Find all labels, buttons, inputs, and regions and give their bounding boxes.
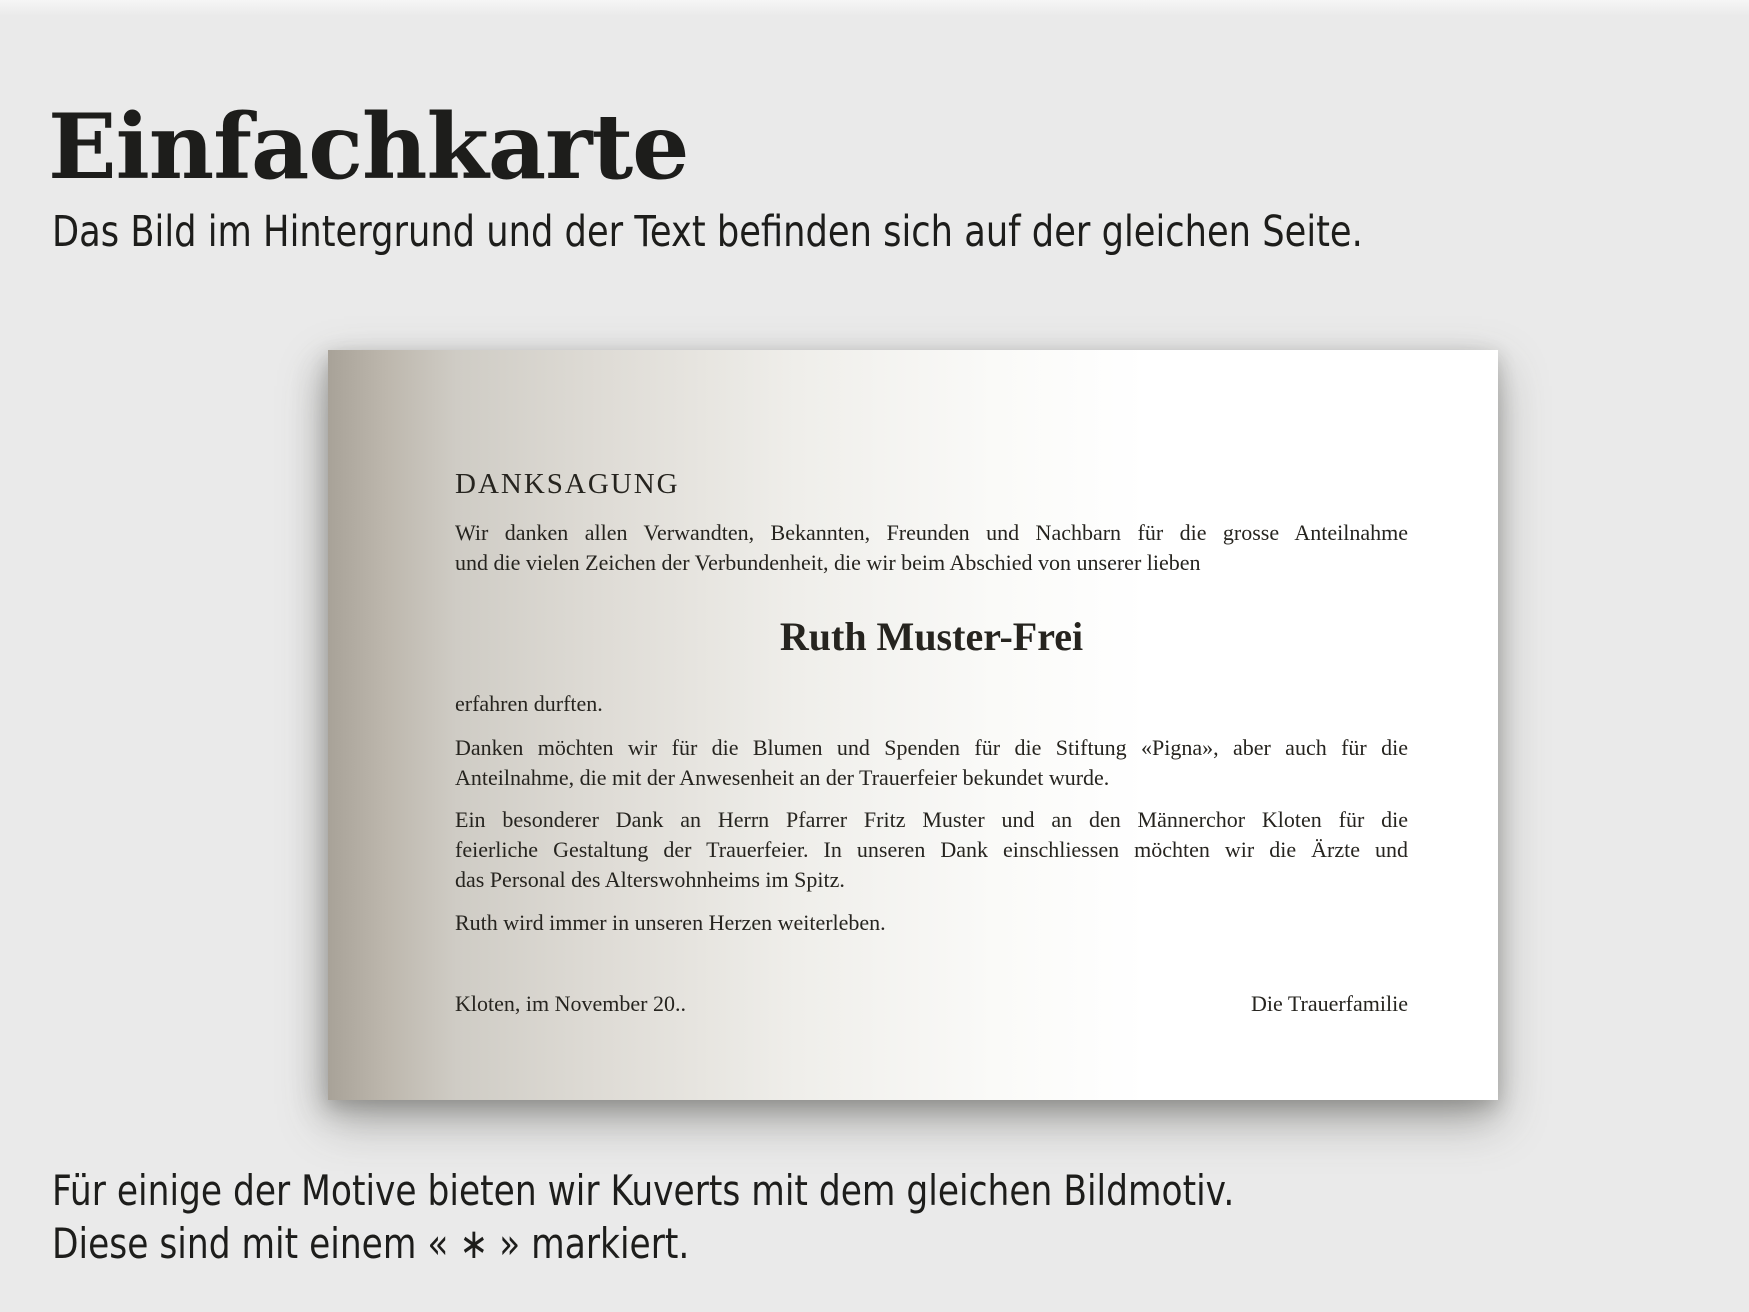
- card-thanks-paragraph: [455, 805, 1408, 895]
- card-intro-paragraph: [455, 518, 1408, 578]
- card-text-area: [455, 350, 1408, 1100]
- card-heading: DANKSAGUNG: [455, 468, 680, 500]
- paragraph-line: Ein besonderer Dank an Herrn Pfarrer Fritz Muster und an den Männerchor Kloten für die: [455, 807, 1408, 832]
- sample-card: [328, 350, 1498, 1100]
- card-bottom-row: [455, 989, 1408, 1019]
- paragraph-line: Wir danken allen Verwandten, Bekannten, Freunden und Nachbarn für die grosse Anteilnahme: [455, 520, 1408, 545]
- paragraph-line: Danken möchten wir für die Blumen und Spenden für die Stiftung «Pigna», aber auch für die: [455, 735, 1408, 760]
- footer-note-line1: Für einige der Motive bieten wir Kuverts mit dem gleichen Bildmotiv.: [52, 1166, 1235, 1215]
- card-place-date: Kloten, im November 20..: [455, 991, 686, 1016]
- paragraph-line: feierliche Gestaltung der Trauerfeier. In unseren Dank einschliessen möchten wir die Ärzte und: [455, 837, 1408, 862]
- paragraph-line: und die vielen Zeichen der Verbundenheit, die wir beim Abschied von unserer lieben: [455, 550, 1201, 575]
- paragraph-line: Anteilnahme, die mit der Anwesenheit an der Trauerfeier bekundet wurde.: [455, 765, 1110, 790]
- card-memory-line: Ruth wird immer in unseren Herzen weiterleben.: [455, 910, 886, 935]
- card-after-name-line: erfahren durften.: [455, 691, 603, 716]
- page-subtitle: Das Bild im Hintergrund und der Text befinden sich auf der gleichen Seite.: [52, 207, 1363, 257]
- page-title: Einfachkarte: [48, 94, 689, 201]
- card-donations-paragraph: [455, 733, 1408, 793]
- card-signature: Die Trauerfamilie: [1250, 991, 1408, 1016]
- footer-note: [52, 1164, 1234, 1270]
- paragraph-line: das Personal des Alterswohnheims im Spitz.: [455, 867, 845, 892]
- deceased-name: Ruth Muster-Frei: [779, 614, 1084, 659]
- footer-note-line2: Diese sind mit einem « ∗ » markiert.: [52, 1219, 690, 1268]
